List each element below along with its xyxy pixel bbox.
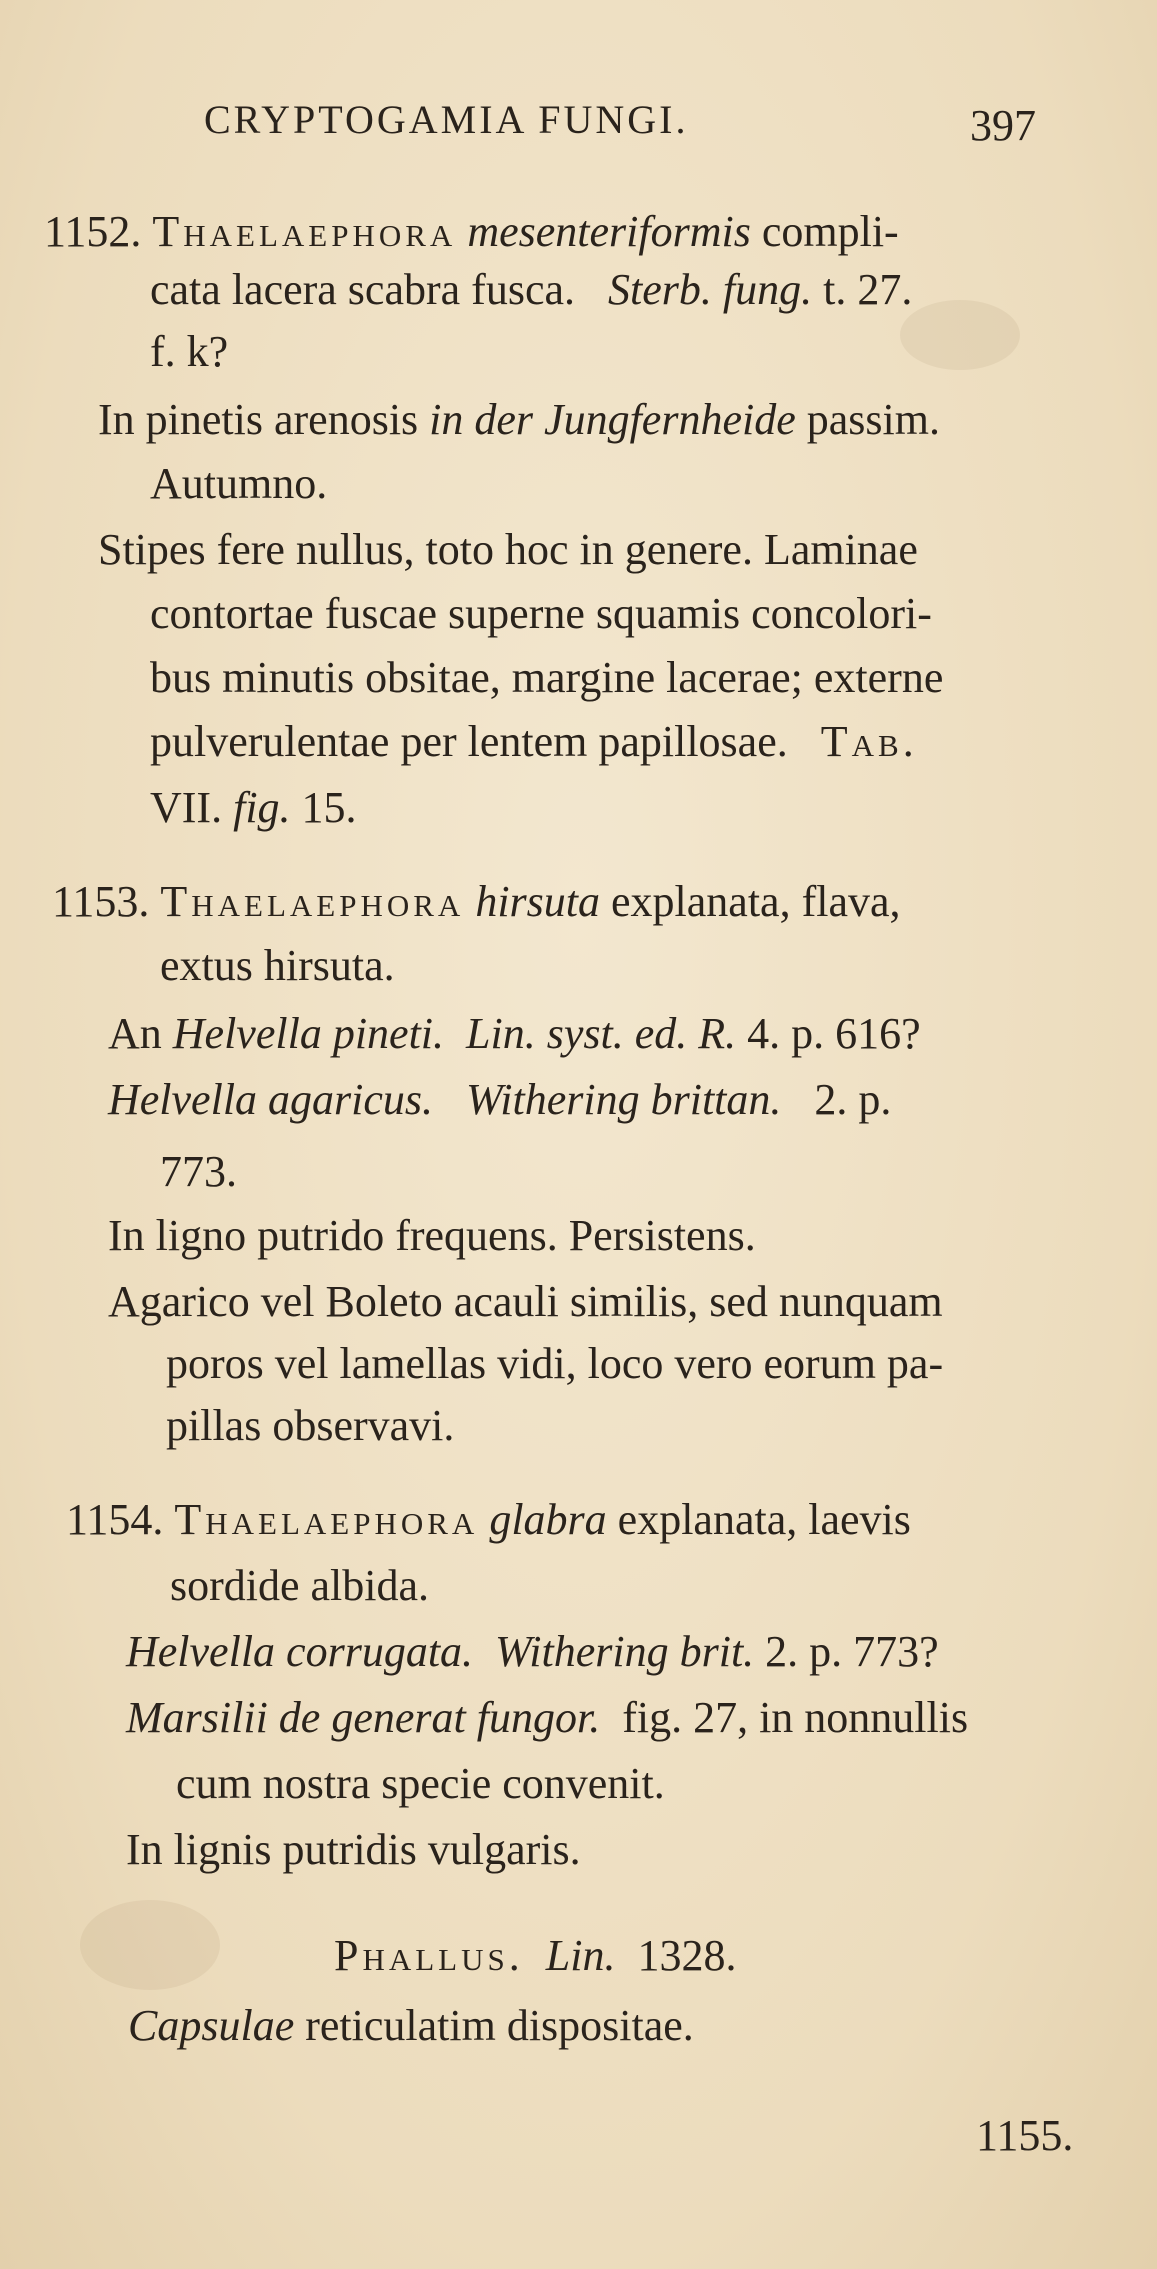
- note-text: pulverulentae per lentem papillosae.: [150, 717, 788, 766]
- entry-1153-synonym-2-cont: 773.: [160, 1147, 237, 1196]
- description-text: compli-: [761, 207, 899, 256]
- locality-italic: in der Jungfernheide: [429, 395, 796, 444]
- entry-1154-synonym-2-cont: cum nostra specie convenit.: [176, 1759, 665, 1808]
- entry-1152-note-2: contortae fuscae superne squamis concolori-: [150, 589, 932, 638]
- entry-number: 1152.: [44, 207, 142, 256]
- running-title: CRYPTOGAMIA FUNGI.: [204, 97, 689, 142]
- synonym-italic: Marsilii de generat fungor.: [126, 1693, 601, 1742]
- authority-italic: Lin.: [545, 1931, 616, 1980]
- synonym-text: An: [108, 1009, 162, 1058]
- entry-1154-line-2: sordide albida.: [170, 1561, 430, 1610]
- description-text: explanata, flava,: [611, 877, 901, 926]
- figure-abbrev: fig.: [233, 783, 291, 832]
- paper-stain: [900, 300, 1020, 370]
- reference-text: t. 27.: [823, 265, 913, 314]
- habitat-text: passim.: [806, 395, 940, 444]
- genus-name: Phallus.: [334, 1931, 524, 1980]
- reference-italic: Withering brit.: [495, 1627, 755, 1676]
- genus-name: Thaelaephora: [160, 877, 465, 926]
- entry-1153-synonym-2: [108, 1075, 892, 1124]
- genus-number: 1328.: [637, 1931, 737, 1980]
- genus-description: [128, 2001, 694, 2050]
- entry-1153-note-1: Agarico vel Boleto acauli similis, sed nunquam: [108, 1277, 943, 1326]
- figure-number: 15.: [301, 783, 357, 832]
- catchword: 1155.: [976, 2111, 1074, 2160]
- reference-italic: Withering brittan.: [466, 1075, 782, 1124]
- entry-1153-synonym-1: [108, 1009, 921, 1058]
- page-number: 397: [970, 101, 1036, 150]
- genus-name: Thaelaephora: [174, 1495, 479, 1544]
- entry-1153-line-2: extus hirsuta.: [160, 941, 395, 990]
- synonym-italic: Helvella pineti.: [172, 1009, 445, 1058]
- habitat-text: In pinetis arenosis: [98, 395, 419, 444]
- synonym-italic: Helvella corrugata.: [126, 1627, 474, 1676]
- entry-1153-note-3: pillas observavi.: [166, 1401, 455, 1450]
- entry-1152-line-2: [150, 265, 913, 314]
- entry-1152-note-3: bus minutis obsitae, margine lacerae; externe: [150, 653, 944, 702]
- genus-heading-phallus: [334, 1931, 737, 1980]
- reference-text: 2. p. 773?: [765, 1627, 939, 1676]
- entry-1152-season: Autumno.: [150, 459, 328, 508]
- entry-1152-heading: [44, 207, 899, 256]
- entry-1152-habitat: [98, 395, 940, 444]
- plate-reference: Tab.: [820, 717, 918, 766]
- entry-1154-synonym-1: [126, 1627, 939, 1676]
- description-text: cata lacera scabra fusca.: [150, 265, 576, 314]
- paper-stain: [80, 1900, 220, 1990]
- entry-number: 1153.: [52, 877, 150, 926]
- entry-1154-synonym-2: [126, 1693, 969, 1742]
- entry-1152-note-4: [150, 717, 918, 766]
- reference-text: 4. p. 616?: [747, 1009, 921, 1058]
- entry-1152-line-3: f. k?: [150, 327, 229, 376]
- entry-1152-note-5: [150, 783, 357, 832]
- reference-italic: Lin. syst. ed. R.: [466, 1009, 737, 1058]
- entry-1154-heading: [66, 1495, 911, 1544]
- reference-text: fig. 27, in nonnullis: [622, 1693, 969, 1742]
- species-name: mesenteriformis: [467, 207, 751, 256]
- description-text: reticulatim dispositae.: [305, 2001, 694, 2050]
- entry-1153-habitat: In ligno putrido frequens. Persistens.: [108, 1211, 756, 1260]
- entry-1153-note-2: poros vel lamellas vidi, loco vero eorum pa-: [166, 1339, 944, 1388]
- entry-1154-habitat: In lignis putridis vulgaris.: [126, 1825, 581, 1874]
- description-italic: Capsulae: [128, 2001, 295, 2050]
- species-name: hirsuta: [475, 877, 601, 926]
- description-text: explanata, laevis: [617, 1495, 911, 1544]
- genus-name: Thaelaephora: [152, 207, 457, 256]
- entry-1153-heading: [52, 877, 901, 926]
- synonym-italic: Helvella agaricus.: [108, 1075, 434, 1124]
- entry-number: 1154.: [66, 1495, 164, 1544]
- reference-text: 2. p.: [814, 1075, 892, 1124]
- entry-1152-note-1: Stipes fere nullus, toto hoc in genere. Laminae: [98, 525, 918, 574]
- reference-italic: Sterb. fung.: [608, 265, 813, 314]
- plate-reference: VII.: [150, 783, 223, 832]
- species-name: glabra: [489, 1495, 607, 1544]
